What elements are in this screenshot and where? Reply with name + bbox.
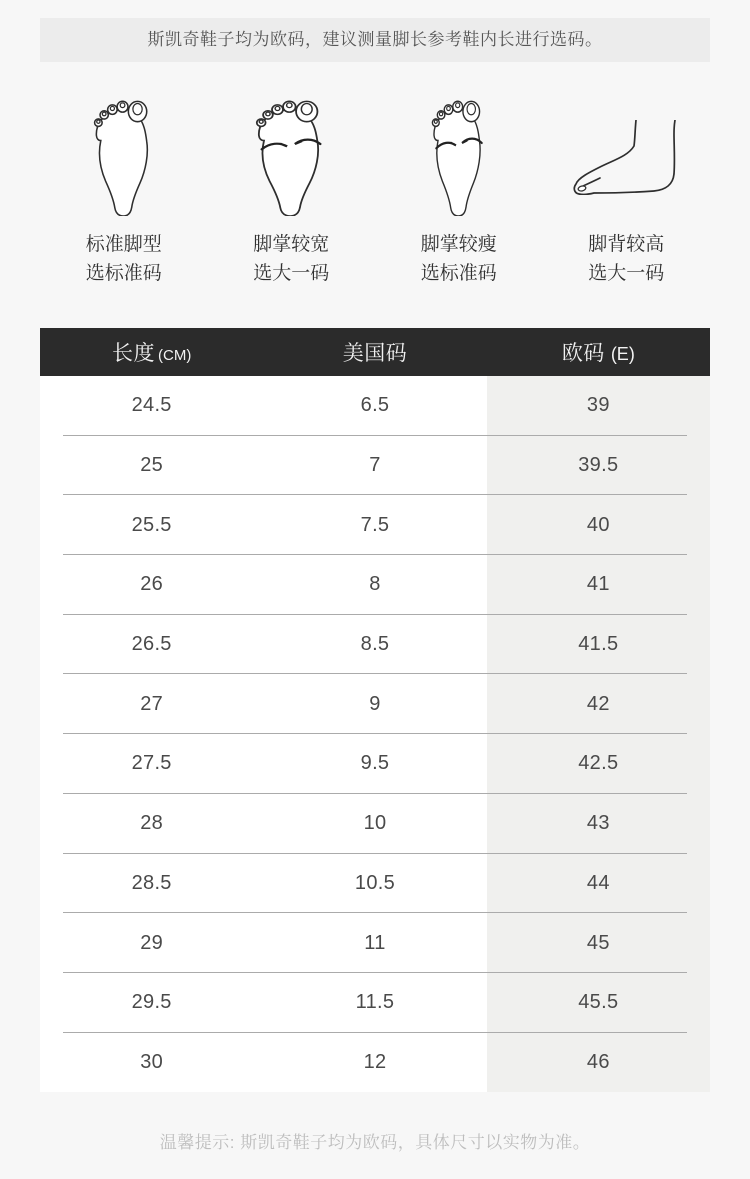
eu-size-value: 45.5 (487, 973, 710, 1033)
eu-size-value: 39 (487, 376, 710, 436)
size-table-row (40, 794, 710, 854)
header-eu-size: 欧码 (E) (561, 342, 635, 365)
size-table-row (40, 436, 710, 496)
foot-type-guide (40, 92, 710, 288)
us-size-value: 11 (364, 931, 386, 954)
foot-standard-icon (93, 98, 155, 216)
length-cm-value: 25 (140, 454, 164, 477)
size-table-row (40, 1033, 710, 1093)
us-size-value: 6.5 (360, 394, 390, 417)
us-size-value: 8.5 (360, 633, 390, 656)
us-size-value: 10 (363, 812, 387, 835)
size-table-row (40, 674, 710, 734)
size-table-row (40, 555, 710, 615)
us-size-value: 8 (369, 573, 381, 596)
eu-size-value: 41.5 (487, 615, 710, 675)
size-table-body (40, 376, 710, 1092)
footer-disclaimer: 温馨提示: 斯凯奇鞋子均为欧码，具体尺寸以实物为准。 (159, 1133, 591, 1153)
sizing-notice-banner: 斯凯奇鞋子均为欧码，建议测量脚长参考鞋内长进行选码。 (40, 18, 710, 62)
us-size-value: 9 (369, 692, 381, 715)
size-table-row (40, 615, 710, 675)
size-table-row (40, 734, 710, 794)
eu-size-value: 46 (487, 1033, 710, 1093)
foot-wide-icon (255, 98, 327, 216)
foot-high-instep-icon (570, 120, 682, 195)
length-cm-value: 28.5 (131, 871, 172, 894)
size-table-header (40, 328, 710, 376)
foot-guide-item-high-instep (543, 92, 711, 288)
length-cm-value: 29.5 (131, 991, 172, 1014)
length-cm-value: 28 (140, 812, 164, 835)
eu-size-value: 43 (487, 794, 710, 854)
size-table-row (40, 913, 710, 973)
eu-size-value: 39.5 (487, 436, 710, 496)
us-size-value: 10.5 (354, 871, 396, 894)
foot-caption: 脚掌较宽 选大一码 (253, 234, 330, 284)
size-table-row (40, 495, 710, 555)
length-cm-value: 26 (140, 573, 164, 596)
us-size-value: 7.5 (360, 513, 390, 536)
length-cm-value: 24.5 (131, 394, 172, 417)
size-table-row (40, 854, 710, 914)
size-table-row (40, 973, 710, 1033)
length-cm-value: 26.5 (131, 633, 172, 656)
size-conversion-table (40, 328, 710, 1092)
header-length-cm: 长度 (CM) (112, 342, 192, 365)
foot-caption: 脚背较高 选大一码 (588, 234, 665, 284)
foot-caption: 标准脚型 选标准码 (85, 234, 162, 284)
us-size-value: 7 (369, 454, 381, 477)
length-cm-value: 27.5 (131, 752, 172, 775)
length-cm-value: 30 (140, 1050, 164, 1073)
us-size-value: 11.5 (355, 991, 395, 1014)
eu-size-value: 42.5 (487, 734, 710, 794)
header-us-size: 美国码 (342, 342, 408, 365)
eu-size-value: 40 (487, 495, 710, 555)
foot-guide-item-wide (208, 92, 376, 288)
foot-narrow-icon (431, 98, 487, 216)
length-cm-value: 29 (140, 931, 164, 954)
eu-size-value: 45 (487, 913, 710, 973)
eu-size-value: 44 (487, 854, 710, 914)
foot-guide-item-standard (40, 92, 208, 288)
eu-size-value: 41 (487, 555, 710, 615)
eu-size-value: 42 (487, 674, 710, 734)
us-size-value: 9.5 (360, 752, 390, 775)
us-size-value: 12 (363, 1050, 387, 1073)
size-table-row (40, 376, 710, 436)
length-cm-value: 27 (140, 692, 164, 715)
length-cm-value: 25.5 (131, 513, 172, 536)
foot-caption: 脚掌较瘦 选标准码 (420, 234, 497, 284)
foot-guide-item-narrow (375, 92, 543, 288)
